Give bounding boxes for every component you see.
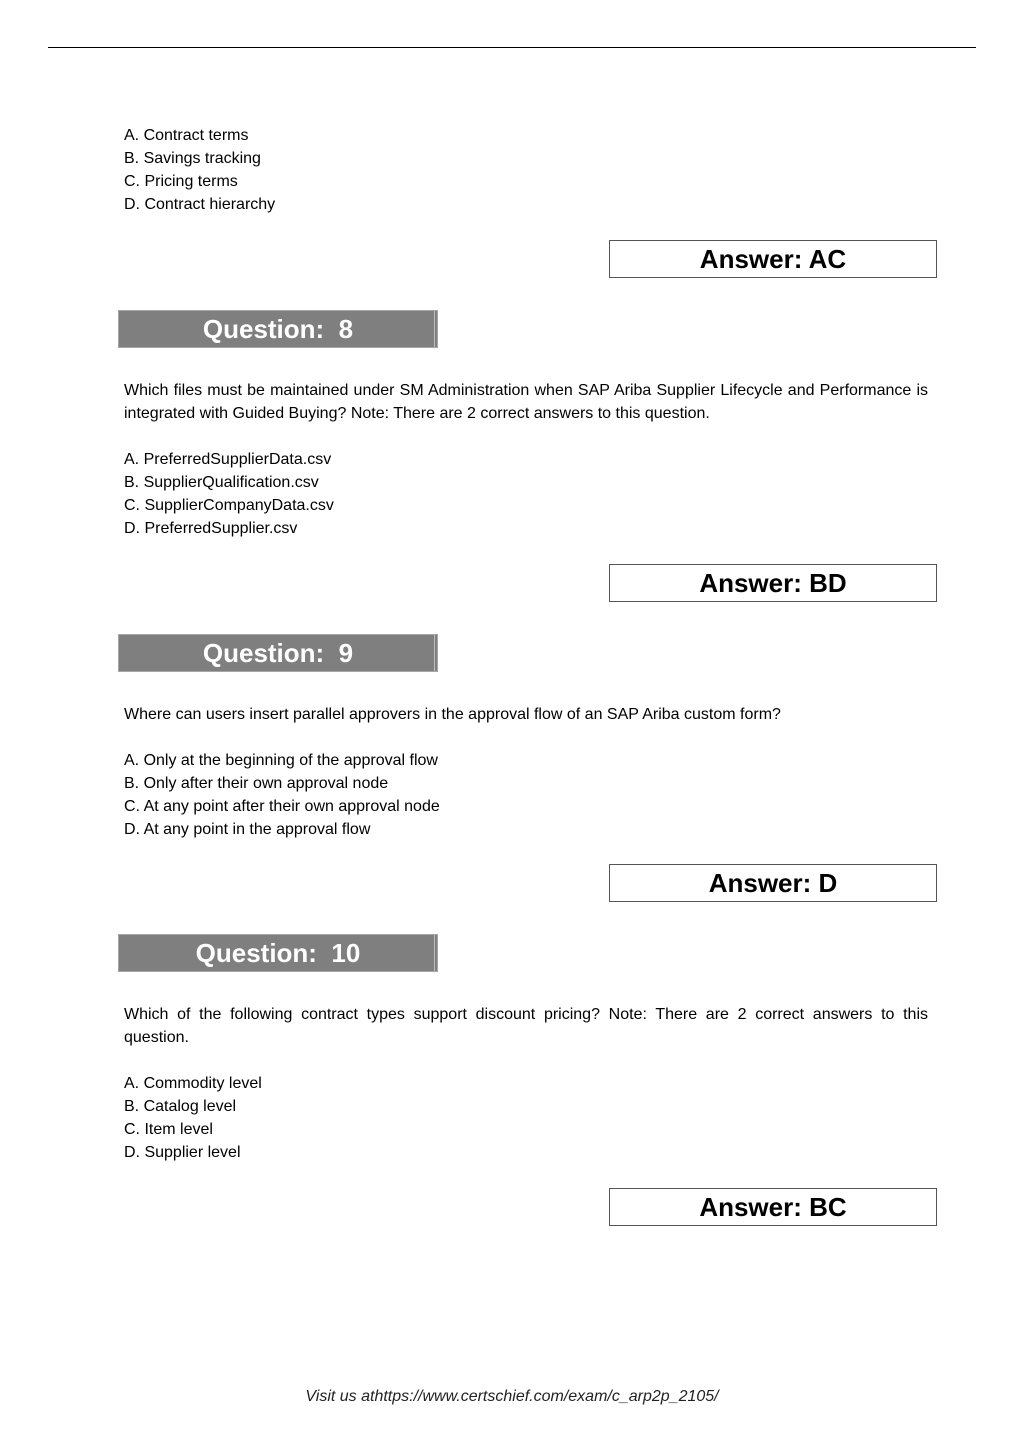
footer-link[interactable]: Visit us athttps://www.certschief.com/exam/c_arp2p_2105/ — [305, 1388, 719, 1405]
q9-text: Where can users insert parallel approvers in the approval flow of an SAP Ariba custom form? — [124, 706, 781, 723]
q10-option-c: C. Item level — [124, 1121, 213, 1138]
q8-options — [124, 448, 334, 540]
q10-header: Question: 10 — [118, 934, 438, 972]
q10-option-a: A. Commodity level — [124, 1075, 262, 1092]
q8-option-b: B. SupplierQualification.csv — [124, 474, 319, 491]
q9-option-a: A. Only at the beginning of the approval flow — [124, 752, 438, 769]
q7-option-d: D. Contract hierarchy — [124, 196, 276, 213]
top-divider — [48, 47, 976, 48]
q9-answer: Answer: D — [609, 864, 937, 902]
q9-header: Question: 9 — [118, 634, 438, 672]
q7-option-a: A. Contract terms — [124, 127, 249, 144]
q9-option-d: D. At any point in the approval flow — [124, 821, 371, 838]
q8-text: Which files must be maintained under SM Administration when SAP Ariba Supplier Lifecycle and Performance is integrated with Guided Buying? Note: There are 2 correct answers to this question. — [124, 382, 928, 422]
q10-option-b: B. Catalog level — [124, 1098, 237, 1115]
q8-option-d: D. PreferredSupplier.csv — [124, 520, 298, 537]
q7-option-c: C. Pricing terms — [124, 173, 238, 190]
q9-option-c: C. At any point after their own approval node — [124, 798, 440, 815]
q7-answer: Answer: AC — [609, 240, 937, 278]
q9-option-b: B. Only after their own approval node — [124, 775, 389, 792]
q8-option-a: A. PreferredSupplierData.csv — [124, 451, 332, 468]
q8-option-c: C. SupplierCompanyData.csv — [124, 497, 334, 514]
q7-option-b: B. Savings tracking — [124, 150, 261, 167]
q10-options — [124, 1072, 262, 1164]
q8-header: Question: 8 — [118, 310, 438, 348]
q9-options — [124, 749, 440, 841]
q8-answer: Answer: BD — [609, 564, 937, 602]
q10-text: Which of the following contract types support discount pricing? Note: There are 2 correct answers to this question. — [124, 1006, 928, 1046]
q7-options — [124, 124, 275, 216]
q10-answer: Answer: BC — [609, 1188, 937, 1226]
q10-option-d: D. Supplier level — [124, 1144, 241, 1161]
